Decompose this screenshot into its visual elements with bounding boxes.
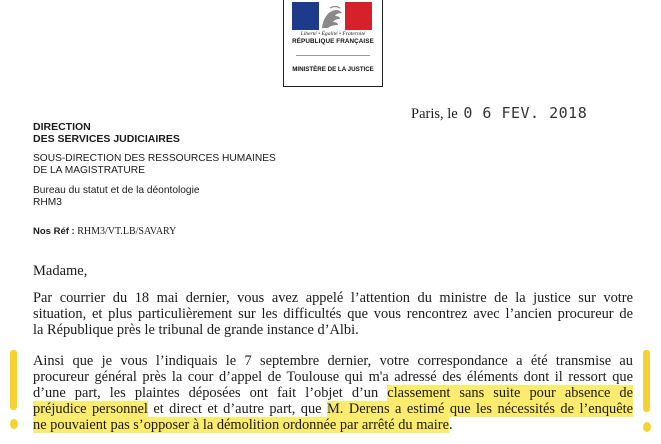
highlighted-text: M. Derens a estimé que les nécessités de l’enquête	[327, 401, 633, 417]
sender-direction	[33, 121, 180, 145]
paragraph-line: procureur général près la cour d’appel de Toulouse qui m'a adressé des éléments dont il ressort que	[33, 369, 633, 385]
republic-motto: Liberté • Égalité • Fraternité	[300, 31, 366, 37]
highlighted-text: ne pouvaient pas s’opposer à la démolition ordonnée par arrêté du maire	[33, 417, 449, 433]
reference-label: Nos Réf :	[33, 226, 75, 237]
date-stamp: 0 6 FEV. 2018	[463, 104, 588, 122]
letter-paragraph-1	[33, 290, 633, 338]
salutation: Madame,	[33, 263, 88, 279]
left-margin-highlight-mark	[10, 350, 17, 410]
right-margin-highlight-dot	[643, 422, 651, 432]
paragraph-line: la République près le tribunal de grande instance d’Albi.	[33, 322, 359, 338]
paragraph-line: Par courrier du 18 mai dernier, vous avez appelé l’attention du ministre de la justice sur votre	[33, 290, 633, 306]
marianne-logo-icon	[292, 2, 372, 30]
letterhead-divider	[296, 55, 370, 56]
bureau-line: RHM3	[33, 197, 62, 208]
date-line	[411, 104, 587, 123]
reference-value: RHM3/VT.LB/SAVARY	[77, 226, 177, 237]
paragraph-line: Ainsi que je vous l’indiquais le 7 septembre dernier, votre correspondance a été transmise au	[33, 353, 633, 369]
paragraph-text: et direct et d’autre part, que	[153, 401, 322, 417]
left-margin-highlight-dot	[10, 419, 18, 429]
republic-name: RÉPUBLIQUE FRANÇAISE	[292, 38, 374, 45]
sender-bureau	[33, 185, 200, 209]
reference-line	[33, 226, 176, 237]
date-city: Paris, le	[411, 106, 458, 122]
ministry-letterhead	[283, 0, 383, 87]
sous-direction-line: DE LA MAGISTRATURE	[33, 165, 145, 176]
direction-line: DES SERVICES JUDICIAIRES	[33, 133, 180, 145]
paragraph-line	[33, 417, 633, 433]
sender-sous-direction	[33, 153, 276, 177]
paragraph-text: .	[448, 417, 453, 433]
ministry-name: MINISTÈRE DE LA JUSTICE	[292, 66, 374, 73]
right-margin-highlight-mark	[643, 350, 650, 412]
paragraph-line	[33, 401, 633, 417]
sous-direction-line: SOUS-DIRECTION DES RESSOURCES HUMAINES	[33, 153, 276, 164]
highlighted-text: préjudice personnel	[33, 401, 148, 417]
paragraph-line	[33, 385, 633, 401]
highlighted-text: classement sans suite pour absence de	[387, 385, 634, 401]
direction-line: DIRECTION	[33, 121, 91, 133]
letter-paragraph-2	[33, 353, 633, 433]
bureau-line: Bureau du statut et de la déontologie	[33, 185, 200, 196]
paragraph-text: d’une part, les plaintes déposées ont fait l’objet d’un	[33, 385, 379, 401]
paragraph-line: situation, et plus particulièrement sur les difficultés que vous rencontrez avec l’ancien procureur de	[33, 306, 633, 322]
